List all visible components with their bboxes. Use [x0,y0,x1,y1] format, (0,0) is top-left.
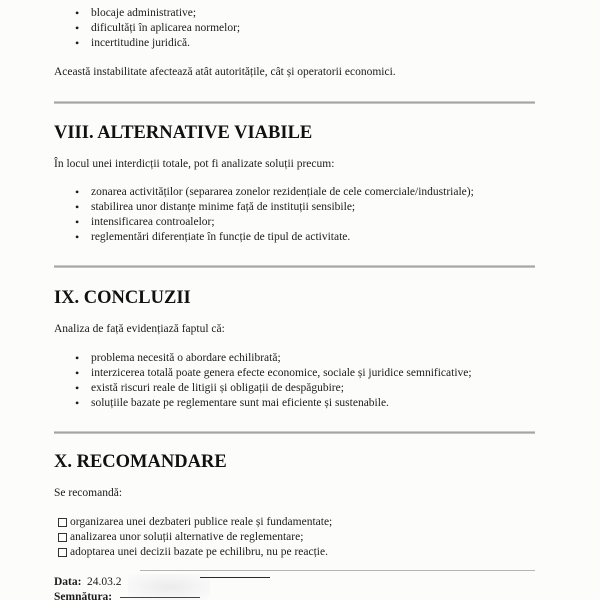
paragraph: Această instabilitate afectează atât autoritățile, cât și operatorii economici. [54,66,396,78]
section-heading-viii: VIII. ALTERNATIVE VIABILE [54,123,313,143]
list-item: reglementări diferențiate în funcție de tipul de activitate. [91,231,351,243]
list-item: intensificarea controalelor; [91,216,215,228]
checkbox-icon [58,533,67,542]
section-divider [54,101,535,104]
bullet-icon: • [75,185,80,199]
list-item: stabilirea unor distanțe minime față de instituții sensibile; [91,201,356,213]
list-item: interzicerea totală poate genera efecte economice, sociale și juridice semnificative; [91,367,472,379]
bullet-icon: • [75,351,80,365]
list-item: soluțiile bazate pe reglementare sunt mai eficiente și sustenabile. [91,397,389,409]
bullet-icon: • [75,366,80,380]
checklist-item: analizarea unor soluții alternative de reglementare; [70,531,304,543]
date-label: Data: [54,576,82,588]
list-item: problema necesită o abordare echilibrată; [91,352,281,364]
checklist-item: organizarea unei dezbateri publice reale și fundamentate; [70,516,333,528]
signature-stroke [200,577,270,578]
bullet-icon: • [75,36,80,50]
list-item: dificultăți în aplicarea normelor; [91,22,241,34]
bullet-icon: • [75,215,80,229]
list-item: blocaje administrative; [91,7,197,19]
section-divider [54,431,535,434]
bullet-icon: • [75,200,80,214]
section-intro: În locul unei interdicții totale, pot fi analizate soluții precum: [54,158,335,170]
signature-stroke [120,597,200,598]
section-heading-x: X. RECOMANDARE [54,452,227,472]
signature-label: Semnătura: [54,591,113,600]
section-intro: Analiza de față evidențiază faptul că: [54,323,225,335]
checkbox-icon [58,548,67,557]
bullet-icon: • [75,381,80,395]
bullet-icon: • [75,21,80,35]
list-item: zonarea activităților (separarea zonelor rezidențiale de cele comerciale/industriale); [91,186,474,198]
checklist-item: adoptarea unei decizii bazate pe echilibru, nu pe reacție. [70,546,328,558]
section-divider [54,265,535,268]
list-item: incertitudine juridică. [91,37,190,49]
section-heading-ix: IX. CONCLUZII [54,288,191,308]
checkbox-icon [58,518,67,527]
section-intro: Se recomandă: [54,487,123,499]
date-value: 24.03.2 [87,576,122,588]
bullet-icon: • [75,396,80,410]
bullet-icon: • [75,230,80,244]
bullet-icon: • [75,6,80,20]
list-item: există riscuri reale de litigii și obligații de despăgubire; [91,382,344,394]
footer-divider [140,570,535,571]
